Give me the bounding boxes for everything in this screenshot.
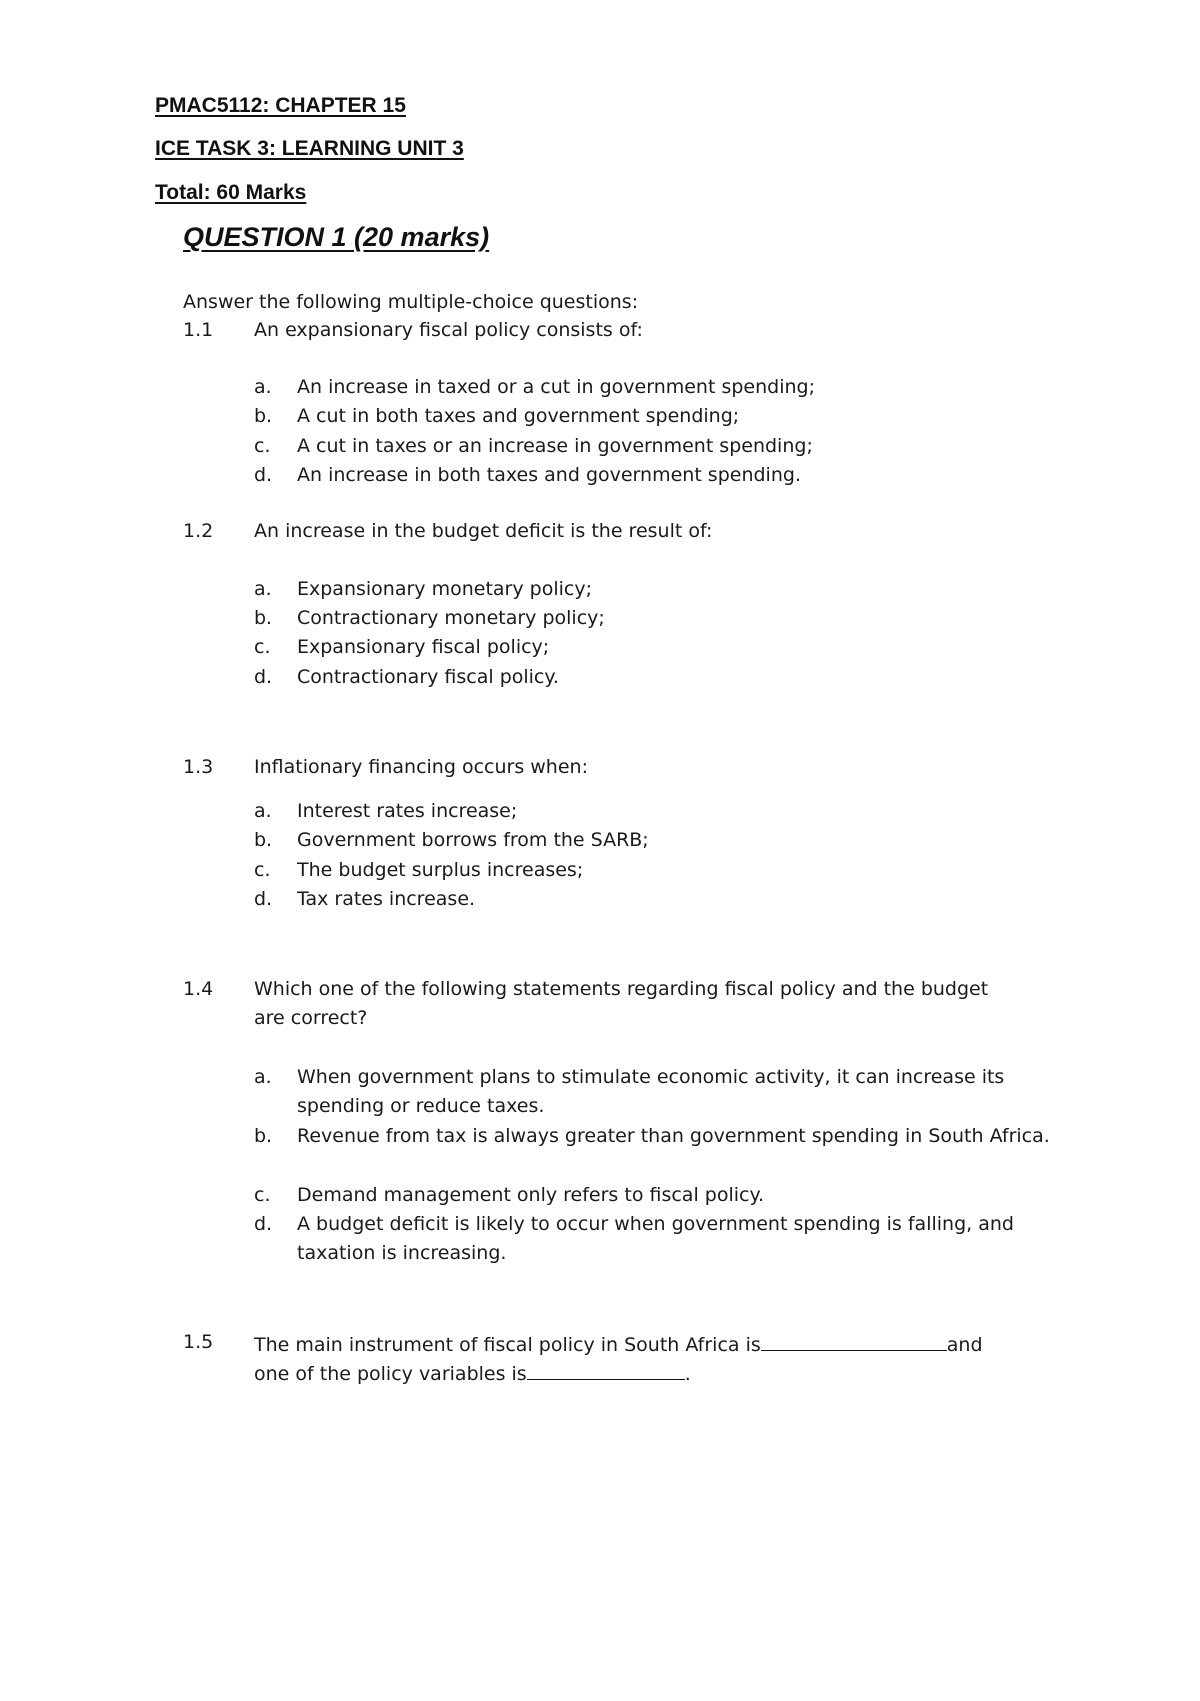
option-letter: d.: [254, 1213, 273, 1235]
option-letter: b.: [254, 405, 273, 427]
option-letter: a.: [254, 578, 272, 600]
answer-blank[interactable]: [527, 1357, 685, 1380]
option-text: A cut in both taxes and government spending;: [297, 405, 740, 427]
option-text: Interest rates increase;: [297, 800, 518, 822]
option-letter: a.: [254, 376, 272, 398]
question-number: 1.4: [183, 978, 214, 1000]
option-text: An increase in both taxes and government spending.: [297, 464, 801, 486]
option-letter: d.: [254, 464, 273, 486]
option-text: Contractionary fiscal policy.: [297, 666, 559, 688]
question-text: Inflationary financing occurs when:: [254, 756, 588, 778]
option-text: Revenue from tax is always greater than government spending in South Africa.: [297, 1125, 1050, 1147]
question-text: An expansionary fiscal policy consists of:: [254, 319, 643, 341]
question-number: 1.1: [183, 319, 214, 341]
question-text-line-2: are correct?: [254, 1007, 368, 1029]
option-letter: d.: [254, 666, 273, 688]
option-text: Tax rates increase.: [297, 888, 476, 910]
option-text: When government plans to stimulate economic activity, it can increase its spending or reduce taxes.: [297, 1066, 1005, 1117]
option-text: A cut in taxes or an increase in government spending;: [297, 435, 813, 457]
fill-in-text: and: [946, 1334, 983, 1356]
course-heading: PMAC5112: CHAPTER 15: [155, 94, 406, 117]
option-text: An increase in taxed or a cut in government spending;: [297, 376, 816, 398]
fill-in-line-1: [254, 1328, 983, 1360]
option-text: Expansionary fiscal policy;: [297, 636, 550, 658]
option-text: Expansionary monetary policy;: [297, 578, 592, 600]
option-letter: c.: [254, 1184, 271, 1206]
question-number: 1.5: [183, 1331, 214, 1353]
option-text: Demand management only refers to fiscal policy.: [297, 1184, 765, 1206]
fill-in-line-2: [254, 1357, 691, 1389]
option-text: Contractionary monetary policy;: [297, 607, 605, 629]
total-marks: Total: 60 Marks: [155, 181, 307, 204]
question-text-line-1: Which one of the following statements regarding fiscal policy and the budget: [254, 978, 989, 1000]
instruction-text: Answer the following multiple-choice questions:: [183, 291, 639, 313]
option-letter: a.: [254, 1066, 272, 1088]
question-1-title: QUESTION 1 (20 marks): [183, 222, 490, 252]
option-letter: c.: [254, 636, 271, 658]
question-text: An increase in the budget deficit is the result of:: [254, 520, 713, 542]
fill-in-text: .: [684, 1363, 691, 1385]
task-heading: ICE TASK 3: LEARNING UNIT 3: [155, 137, 464, 160]
option-letter: c.: [254, 435, 271, 457]
option-letter: b.: [254, 607, 273, 629]
option-text: A budget deficit is likely to occur when government spending is falling, and taxation is increasing.: [297, 1213, 1014, 1264]
option-letter: c.: [254, 859, 271, 881]
option-letter: b.: [254, 1125, 273, 1147]
question-number: 1.2: [183, 520, 214, 542]
fill-in-text: The main instrument of fiscal policy in South Africa is: [254, 1334, 761, 1356]
option-text: Government borrows from the SARB;: [297, 829, 649, 851]
option-letter: d.: [254, 888, 273, 910]
option-text: The budget surplus increases;: [297, 859, 584, 881]
option-letter: a.: [254, 800, 272, 822]
option-letter: b.: [254, 829, 273, 851]
answer-blank[interactable]: [761, 1328, 947, 1351]
fill-in-text: one of the policy variables is: [254, 1363, 527, 1385]
question-number: 1.3: [183, 756, 214, 778]
